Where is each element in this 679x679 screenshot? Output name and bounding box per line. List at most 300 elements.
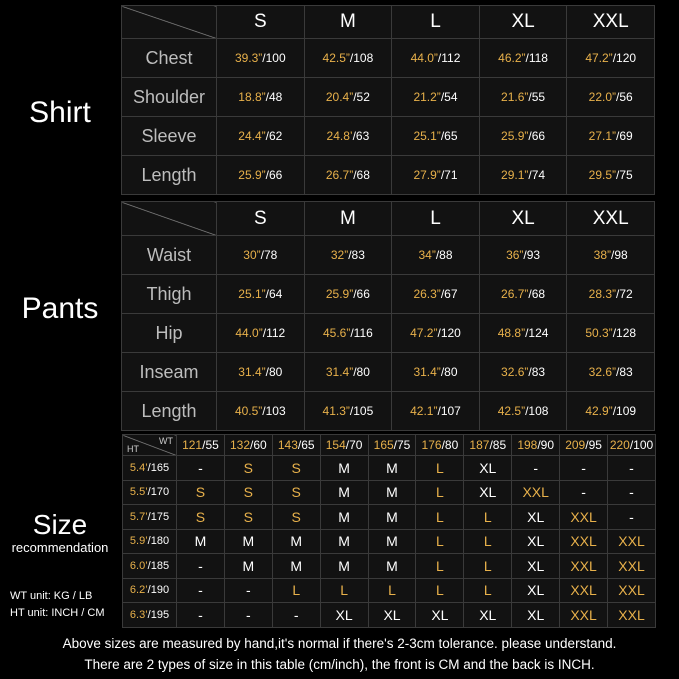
- pants-value-cell: [392, 353, 480, 392]
- shirt-row: [122, 39, 655, 78]
- weight-kg: /80: [441, 438, 459, 452]
- pants-value-cell: [217, 236, 305, 275]
- rec-row: [123, 529, 656, 554]
- recommended-size-cell: XXL: [560, 554, 608, 579]
- pants-value-cell: [392, 392, 480, 431]
- recommended-size-cell: L: [272, 578, 320, 603]
- value-primary: 42.1”: [410, 404, 438, 418]
- pants-size-table: [121, 201, 655, 431]
- value-primary: 32”: [330, 248, 349, 262]
- recommended-size-cell: -: [177, 456, 225, 481]
- value-primary: 21.2”: [413, 90, 441, 104]
- value-secondary: /118: [525, 51, 548, 65]
- pants-row: [122, 353, 655, 392]
- recommended-size-cell: S: [272, 456, 320, 481]
- pants-row: [122, 314, 655, 353]
- value-secondary: /83: [348, 248, 365, 262]
- value-primary: 38”: [593, 248, 612, 262]
- value-secondary: /80: [265, 365, 283, 379]
- shirt-size-header: L: [392, 6, 480, 39]
- weight-header: [368, 435, 416, 456]
- pants-size-header: L: [392, 202, 480, 236]
- pants-label: Pants: [21, 292, 99, 325]
- value-primary: 42.5”: [322, 51, 350, 65]
- recommended-size-cell: XL: [416, 603, 464, 628]
- pants-value-cell: [479, 236, 567, 275]
- recommended-size-cell: S: [224, 456, 272, 481]
- value-secondary: /66: [353, 287, 370, 301]
- height-cm: /165: [147, 461, 170, 474]
- recommended-size-cell: L: [464, 529, 512, 554]
- height-label: [123, 578, 177, 603]
- recommended-size-cell: M: [368, 480, 416, 505]
- value-secondary: /105: [349, 404, 374, 418]
- value-secondary: /67: [440, 287, 458, 301]
- weight-lb: 220: [609, 438, 630, 452]
- height-label: [123, 603, 177, 628]
- weight-lb: 187: [469, 438, 490, 452]
- value-primary: 22.0”: [588, 90, 617, 104]
- value-secondary: /83: [528, 365, 546, 379]
- recommended-size-cell: M: [368, 529, 416, 554]
- recommended-size-cell: XL: [464, 480, 512, 505]
- shirt-row-label: Shoulder: [122, 78, 217, 117]
- shirt-row-label: Chest: [122, 39, 217, 78]
- recommended-size-cell: -: [224, 578, 272, 603]
- value-secondary: /66: [528, 129, 546, 143]
- recommended-size-cell: XXL: [560, 578, 608, 603]
- recommended-size-cell: XL: [512, 578, 560, 603]
- recommended-size-cell: -: [224, 603, 272, 628]
- height-label: [123, 456, 177, 481]
- weight-kg: /75: [393, 438, 411, 452]
- value-primary: 24.4”: [238, 129, 266, 143]
- recommended-size-cell: M: [320, 529, 368, 554]
- recommended-size-cell: M: [224, 554, 272, 579]
- value-primary: 27.1”: [588, 129, 617, 143]
- weight-lb: 198: [517, 438, 538, 452]
- recommended-size-cell: XXL: [560, 505, 608, 530]
- rec-header-row: [123, 435, 656, 456]
- recommended-size-cell: L: [464, 554, 512, 579]
- weight-header: [416, 435, 464, 456]
- value-secondary: /112: [437, 51, 461, 65]
- value-primary: 25.1”: [238, 287, 266, 301]
- weight-kg: /70: [345, 438, 363, 452]
- value-secondary: /112: [262, 326, 286, 340]
- corner-ht-label: HT: [127, 444, 139, 454]
- value-secondary: /66: [265, 168, 283, 182]
- weight-lb: 143: [277, 438, 298, 452]
- recommended-size-cell: L: [464, 578, 512, 603]
- recommended-size-cell: M: [368, 456, 416, 481]
- recommended-size-cell: S: [272, 480, 320, 505]
- recommended-size-cell: L: [416, 480, 464, 505]
- pants-value-cell: [217, 392, 305, 431]
- weight-header: [464, 435, 512, 456]
- recommended-size-cell: S: [272, 505, 320, 530]
- height-cm: /195: [147, 608, 170, 621]
- shirt-value-cell: [479, 39, 567, 78]
- pants-value-cell: [567, 236, 655, 275]
- height-label: [123, 505, 177, 530]
- weight-lb: 209: [565, 438, 586, 452]
- weight-kg: /100: [629, 438, 654, 452]
- value-secondary: /69: [616, 129, 633, 143]
- recommended-size-cell: XL: [512, 554, 560, 579]
- shirt-value-cell: [392, 78, 480, 117]
- recommended-size-cell: -: [177, 603, 225, 628]
- size-recommendation-title: Size: [32, 509, 88, 540]
- pants-row-label: Length: [122, 392, 217, 431]
- height-cm: /170: [147, 486, 170, 499]
- shirt-size-header: M: [304, 6, 392, 39]
- pants-value-cell: [567, 314, 655, 353]
- weight-kg: /65: [297, 438, 315, 452]
- height-inch: 5.7’: [129, 510, 148, 523]
- height-label: [123, 480, 177, 505]
- value-primary: 41.3”: [322, 404, 350, 418]
- value-primary: 47.2”: [410, 326, 438, 340]
- value-primary: 25.9”: [501, 129, 529, 143]
- recommended-size-cell: M: [320, 554, 368, 579]
- recommended-size-cell: L: [416, 578, 464, 603]
- recommended-size-cell: L: [416, 554, 464, 579]
- value-secondary: /68: [528, 287, 546, 301]
- value-primary: 26.7”: [325, 168, 354, 182]
- value-primary: 25.9”: [238, 168, 266, 182]
- height-cm: /185: [147, 559, 170, 572]
- recommended-size-cell: -: [177, 554, 225, 579]
- recommended-size-cell: -: [608, 480, 656, 505]
- shirt-value-cell: [392, 156, 480, 195]
- recommended-size-cell: XL: [512, 603, 560, 628]
- pants-row: [122, 392, 655, 431]
- pants-value-cell: [304, 314, 392, 353]
- rec-row: [123, 554, 656, 579]
- weight-lb: 176: [421, 438, 442, 452]
- pants-row-label: Thigh: [122, 275, 217, 314]
- height-cm: /175: [147, 510, 170, 523]
- height-unit-note: HT unit: INCH / CM: [10, 607, 105, 619]
- pants-size-header: XL: [479, 202, 567, 236]
- value-primary: 39.3”: [234, 51, 263, 65]
- pants-value-cell: [479, 275, 567, 314]
- value-primary: 29.5”: [588, 168, 617, 182]
- shirt-value-cell: [304, 39, 392, 78]
- value-secondary: /103: [262, 404, 286, 418]
- measurement-note: Above sizes are measured by hand,it's normal if there's 2-3cm tolerance. please understand.: [62, 636, 617, 651]
- value-secondary: /128: [612, 326, 637, 340]
- value-secondary: /48: [265, 90, 283, 104]
- weight-header: [512, 435, 560, 456]
- recommended-size-cell: M: [272, 529, 320, 554]
- value-primary: 28.3”: [588, 287, 617, 301]
- weight-lb: 165: [373, 438, 394, 452]
- shirt-row-label: Sleeve: [122, 117, 217, 156]
- value-secondary: /108: [349, 51, 374, 65]
- recommended-size-cell: -: [512, 456, 560, 481]
- recommended-size-cell: -: [177, 578, 225, 603]
- shirt-row: [122, 117, 655, 156]
- value-primary: 29.1”: [501, 168, 529, 182]
- shirt-size-header: S: [217, 6, 305, 39]
- recommended-size-cell: M: [320, 456, 368, 481]
- pants-row-label: Waist: [122, 236, 217, 275]
- value-secondary: /120: [612, 51, 637, 65]
- weight-kg: /60: [250, 438, 267, 452]
- pants-corner-cell: [122, 202, 217, 236]
- value-primary: 32.6”: [588, 365, 617, 379]
- weight-header: [224, 435, 272, 456]
- value-primary: 48.8”: [497, 326, 526, 340]
- weight-kg: /90: [537, 438, 555, 452]
- weight-lb: 132: [229, 438, 250, 452]
- shirt-header-row: [122, 6, 655, 39]
- recommended-size-cell: S: [177, 505, 225, 530]
- weight-kg: /55: [202, 438, 219, 452]
- value-secondary: /54: [440, 90, 458, 104]
- shirt-value-cell: [567, 156, 655, 195]
- shirt-value-cell: [217, 39, 305, 78]
- recommended-size-cell: M: [320, 480, 368, 505]
- height-cm: /180: [147, 535, 170, 548]
- recommended-size-cell: S: [177, 480, 225, 505]
- weight-header: [608, 435, 656, 456]
- rec-row: [123, 603, 656, 628]
- value-secondary: /98: [611, 248, 628, 262]
- rec-row: [123, 480, 656, 505]
- value-secondary: /64: [265, 287, 283, 301]
- pants-header-row: [122, 202, 655, 236]
- pants-value-cell: [567, 392, 655, 431]
- shirt-value-cell: [479, 78, 567, 117]
- value-secondary: /71: [440, 168, 458, 182]
- shirt-value-cell: [217, 156, 305, 195]
- recommended-size-cell: -: [608, 456, 656, 481]
- pants-value-cell: [304, 353, 392, 392]
- height-label: [123, 554, 177, 579]
- recommended-size-cell: XXL: [560, 529, 608, 554]
- value-primary: 18.8”: [238, 90, 266, 104]
- height-inch: 6.0’: [129, 559, 148, 572]
- recommended-size-cell: XXL: [608, 578, 656, 603]
- shirt-value-cell: [392, 117, 480, 156]
- shirt-value-cell: [567, 117, 655, 156]
- shirt-value-cell: [479, 117, 567, 156]
- value-secondary: /78: [260, 248, 278, 262]
- value-primary: 31.4”: [325, 365, 354, 379]
- height-cm: /190: [147, 584, 170, 597]
- recommended-size-cell: XXL: [608, 554, 656, 579]
- recommended-size-cell: M: [272, 554, 320, 579]
- value-secondary: /68: [353, 168, 370, 182]
- pants-value-cell: [479, 392, 567, 431]
- value-primary: 20.4”: [325, 90, 354, 104]
- shirt-row: [122, 156, 655, 195]
- pants-value-cell: [217, 314, 305, 353]
- value-secondary: /120: [437, 326, 461, 340]
- weight-lb: 121: [182, 438, 203, 452]
- value-primary: 21.6”: [501, 90, 529, 104]
- pants-size-header: S: [217, 202, 305, 236]
- value-primary: 42.5”: [497, 404, 526, 418]
- rec-row: [123, 456, 656, 481]
- weight-header: [560, 435, 608, 456]
- value-secondary: /75: [616, 168, 633, 182]
- recommended-size-cell: M: [177, 529, 225, 554]
- value-secondary: /108: [525, 404, 549, 418]
- pants-value-cell: [304, 236, 392, 275]
- value-secondary: /55: [528, 90, 546, 104]
- value-primary: 26.7”: [501, 287, 529, 301]
- height-inch: 6.2’: [129, 584, 148, 597]
- shirt-size-table: [121, 5, 655, 195]
- value-secondary: /124: [525, 326, 549, 340]
- value-primary: 42.9”: [585, 404, 613, 418]
- pants-value-cell: [567, 275, 655, 314]
- pants-row-label: Inseam: [122, 353, 217, 392]
- value-secondary: /74: [528, 168, 546, 182]
- value-primary: 26.3”: [413, 287, 441, 301]
- recommended-size-cell: -: [560, 480, 608, 505]
- shirt-value-cell: [567, 78, 655, 117]
- value-secondary: /83: [616, 365, 633, 379]
- pants-row-label: Hip: [122, 314, 217, 353]
- value-secondary: /65: [440, 129, 458, 143]
- recommended-size-cell: -: [608, 505, 656, 530]
- shirt-label: Shirt: [29, 96, 91, 129]
- recommended-size-cell: XL: [512, 529, 560, 554]
- recommended-size-cell: -: [272, 603, 320, 628]
- recommended-size-cell: L: [416, 456, 464, 481]
- pants-value-cell: [392, 275, 480, 314]
- value-primary: 34”: [418, 248, 436, 262]
- value-secondary: /80: [353, 365, 370, 379]
- weight-header: [177, 435, 225, 456]
- recommended-size-cell: M: [368, 505, 416, 530]
- weight-header: [320, 435, 368, 456]
- value-primary: 44.0”: [235, 326, 263, 340]
- shirt-value-cell: [392, 39, 480, 78]
- value-primary: 27.9”: [413, 168, 441, 182]
- recommended-size-cell: S: [224, 480, 272, 505]
- shirt-row: [122, 78, 655, 117]
- shirt-value-cell: [304, 117, 392, 156]
- units-note: There are 2 types of size in this table (cm/inch), the front is CM and the back is INCH.: [84, 657, 595, 672]
- pants-size-header: XXL: [567, 202, 655, 236]
- recommended-size-cell: XXL: [608, 603, 656, 628]
- recommended-size-cell: M: [320, 505, 368, 530]
- value-primary: 47.2”: [585, 51, 613, 65]
- recommended-size-cell: XXL: [560, 603, 608, 628]
- height-inch: 5.5’: [129, 486, 148, 499]
- pants-value-cell: [479, 353, 567, 392]
- size-recommendation-subtitle: recommendation: [11, 540, 109, 555]
- weight-unit-note: WT unit: KG / LB: [10, 590, 93, 602]
- pants-value-cell: [304, 392, 392, 431]
- value-primary: 45.6”: [322, 326, 351, 340]
- value-secondary: /62: [265, 129, 283, 143]
- value-primary: 31.4”: [238, 365, 266, 379]
- corner-wt-label: WT: [159, 436, 173, 446]
- recommended-size-cell: L: [416, 529, 464, 554]
- recommended-size-cell: -: [560, 456, 608, 481]
- value-primary: 32.6”: [501, 365, 529, 379]
- value-primary: 25.9”: [325, 287, 354, 301]
- recommended-size-cell: M: [224, 529, 272, 554]
- shirt-corner-cell: [122, 6, 217, 39]
- value-primary: 31.4”: [413, 365, 441, 379]
- recommended-size-cell: S: [224, 505, 272, 530]
- value-secondary: /56: [616, 90, 633, 104]
- rec-row: [123, 578, 656, 603]
- recommended-size-cell: L: [320, 578, 368, 603]
- shirt-row-label: Length: [122, 156, 217, 195]
- shirt-size-header: XXL: [567, 6, 655, 39]
- value-secondary: /72: [616, 287, 633, 301]
- rec-row: [123, 505, 656, 530]
- value-secondary: /52: [353, 90, 370, 104]
- size-recommendation-table: [122, 434, 656, 628]
- pants-value-cell: [217, 353, 305, 392]
- pants-value-cell: [392, 314, 480, 353]
- height-inch: 5.9’: [129, 535, 148, 548]
- value-secondary: /63: [352, 129, 370, 143]
- rec-corner-cell: [123, 435, 177, 456]
- height-inch: 5.4’: [129, 461, 148, 474]
- value-primary: 44.0”: [410, 51, 438, 65]
- pants-row: [122, 236, 655, 275]
- recommended-size-cell: XL: [512, 505, 560, 530]
- recommended-size-cell: XXL: [512, 480, 560, 505]
- shirt-value-cell: [479, 156, 567, 195]
- pants-value-cell: [304, 275, 392, 314]
- value-primary: 40.5”: [234, 404, 263, 418]
- value-secondary: /80: [440, 365, 458, 379]
- recommended-size-cell: XXL: [608, 529, 656, 554]
- value-secondary: /100: [262, 51, 286, 65]
- value-primary: 46.2”: [498, 51, 526, 65]
- pants-value-cell: [392, 236, 480, 275]
- recommended-size-cell: M: [368, 554, 416, 579]
- pants-row: [122, 275, 655, 314]
- value-secondary: /88: [435, 248, 453, 262]
- shirt-value-cell: [304, 78, 392, 117]
- height-inch: 6.3’: [129, 608, 148, 621]
- pants-value-cell: [567, 353, 655, 392]
- shirt-value-cell: [567, 39, 655, 78]
- recommended-size-cell: XL: [320, 603, 368, 628]
- value-primary: 50.3”: [585, 326, 613, 340]
- value-primary: 25.1”: [413, 129, 441, 143]
- weight-kg: /95: [585, 438, 602, 452]
- weight-lb: 154: [325, 438, 346, 452]
- recommended-size-cell: L: [416, 505, 464, 530]
- value-secondary: /116: [350, 326, 373, 340]
- value-secondary: /107: [437, 404, 461, 418]
- value-primary: 24.8’: [326, 129, 353, 143]
- recommended-size-cell: XL: [368, 603, 416, 628]
- shirt-value-cell: [217, 78, 305, 117]
- shirt-value-cell: [304, 156, 392, 195]
- recommended-size-cell: L: [464, 505, 512, 530]
- value-primary: 36”: [506, 248, 524, 262]
- pants-value-cell: [217, 275, 305, 314]
- value-primary: 30”: [243, 248, 261, 262]
- height-label: [123, 529, 177, 554]
- recommended-size-cell: XL: [464, 603, 512, 628]
